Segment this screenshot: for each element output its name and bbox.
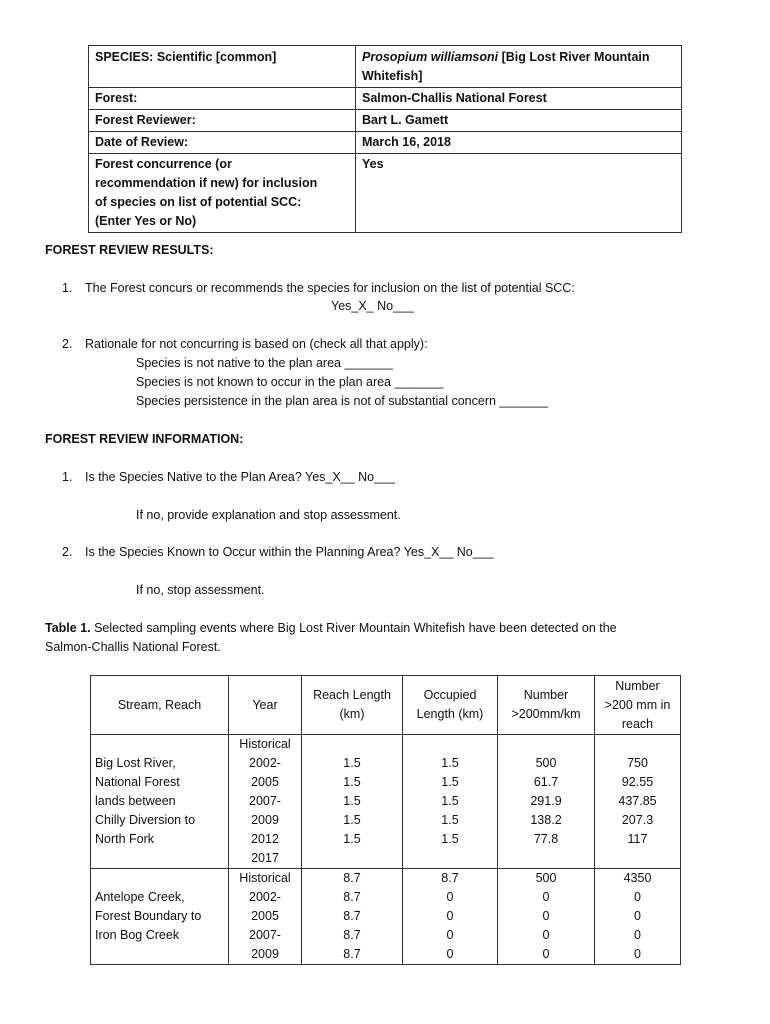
value-line: 0: [446, 909, 454, 923]
forest-value: Salmon-Challis National Forest: [356, 88, 682, 110]
number-in-reach-cell: [595, 869, 681, 965]
value-line: 92.55: [621, 775, 654, 789]
reach-line: Chilly Diversion to: [95, 813, 196, 827]
header-occupied-length: [403, 676, 498, 735]
results-item-1-text: The Forest concurs or recommends the species for inclusion on the list of potential SCC:: [85, 281, 575, 295]
reach-line: Iron Bog Creek: [95, 928, 180, 942]
value-line: 8.7: [343, 871, 361, 885]
year-line: 2002-: [249, 890, 281, 904]
year-line: 2007-: [249, 928, 281, 942]
value-line: 0: [634, 909, 641, 923]
value-line: 1.5: [441, 775, 459, 789]
info-question-1-note: If no, provide explanation and stop assessment.: [136, 508, 401, 522]
stream-reach-cell: [91, 735, 229, 869]
number-in-reach-cell: [595, 735, 681, 869]
table-header-row: [91, 676, 681, 735]
value-line: 0: [446, 947, 454, 961]
value-line: 4350: [623, 871, 652, 885]
value-line: 1.5: [441, 832, 459, 846]
review-date-value: March 16, 2018: [356, 132, 682, 154]
forest-label: Forest:: [89, 88, 356, 110]
reach-line: Big Lost River,: [95, 756, 176, 770]
reviewer-value: Bart L. Gamett: [356, 110, 682, 132]
year-line: 2012: [251, 832, 279, 846]
value-line: 0: [634, 928, 641, 942]
header-line: Occupied: [423, 688, 477, 702]
rationale-option-persistence: Species persistence in the plan area is not of substantial concern _______: [136, 394, 549, 408]
header-line: >200mm/km: [511, 707, 581, 721]
rationale-option-not-native: Species is not native to the plan area _______: [136, 356, 394, 370]
review-date-label: Date of Review:: [89, 132, 356, 154]
value-line: 0: [542, 947, 550, 961]
reach-line: [95, 869, 224, 888]
value-line: 8.7: [343, 928, 361, 942]
year-line: 2009: [251, 813, 279, 827]
year-line: 2002-: [249, 756, 281, 770]
reviewer-label: Forest Reviewer:: [89, 110, 356, 132]
concurrence-label-line: (Enter Yes or No): [95, 214, 197, 228]
results-item-1-number: 1.: [62, 281, 73, 295]
table-caption-text: Selected sampling events where Big Lost River Mountain Whitefish have been detected on the: [90, 621, 617, 635]
info-question-2-text: Is the Species Known to Occur within the Planning Area? Yes_X__ No___: [85, 545, 494, 559]
value-line: [306, 735, 398, 754]
info-question-1-number: 1.: [62, 470, 73, 484]
value-line: 8.7: [343, 909, 361, 923]
table-caption-line-1: [45, 619, 617, 638]
number-per-km-cell: [498, 735, 595, 869]
header-year: Year: [229, 676, 302, 735]
value-line: 1.5: [343, 832, 361, 846]
species-value: [356, 46, 682, 88]
occupied-length-cell: [403, 735, 498, 869]
value-line: 291.9: [530, 794, 562, 808]
table-row: [91, 735, 681, 869]
value-line: 0: [542, 928, 550, 942]
reach-length-cell: [302, 735, 403, 869]
value-line: 138.2: [530, 813, 562, 827]
header-line: Reach Length: [313, 688, 391, 702]
header-stream-reach: Stream, Reach: [91, 676, 229, 735]
header-line: (km): [339, 707, 365, 721]
results-item-2-text: Rationale for not concurring is based on (check all that apply):: [85, 337, 428, 351]
species-label: SPECIES: Scientific [common]: [89, 46, 356, 88]
sampling-events-table: [90, 675, 681, 965]
year-line: Historical: [239, 737, 291, 751]
header-number-per-km: [498, 676, 595, 735]
header-reach-length: [302, 676, 403, 735]
value-line: 8.7: [343, 890, 361, 904]
header-line: >200 mm in: [604, 697, 671, 712]
value-line: 0: [634, 947, 641, 961]
header-number-in-reach: [595, 676, 681, 735]
concurrence-label-line: recommendation if new) for inclusion: [95, 176, 318, 190]
number-per-km-cell: [498, 869, 595, 965]
year-line: 2017: [251, 851, 279, 865]
info-question-2-number: 2.: [62, 545, 73, 559]
value-line: 750: [627, 756, 648, 770]
concurrence-label-line: of species on list of potential SCC:: [95, 195, 302, 209]
value-line: [599, 735, 676, 754]
value-line: 0: [542, 909, 550, 923]
value-line: [502, 735, 590, 754]
value-line: 0: [542, 890, 550, 904]
value-line: 500: [535, 871, 557, 885]
value-line: 500: [535, 756, 557, 770]
value-line: 0: [446, 928, 454, 942]
value-line: 8.7: [343, 947, 361, 961]
species-common-name-2: Whitefish]: [362, 69, 423, 83]
value-line: 117: [627, 832, 648, 846]
year-line: 2007-: [249, 794, 281, 808]
reach-line: Forest Boundary to: [95, 909, 202, 923]
species-header-table: [88, 45, 682, 233]
concurrence-label-line: Forest concurrence (or: [95, 157, 232, 171]
species-scientific-name: Prosopium williamsoni: [362, 50, 499, 64]
value-line: 207.3: [621, 813, 654, 827]
value-line: 1.5: [441, 756, 459, 770]
header-line: Number: [523, 688, 569, 702]
value-line: 0: [634, 890, 641, 904]
reach-line: [95, 735, 224, 754]
value-line: 1.5: [441, 794, 459, 808]
reach-line: lands between: [95, 794, 176, 808]
year-cell: [229, 735, 302, 869]
reach-line: National Forest: [95, 775, 180, 789]
reach-line: North Fork: [95, 832, 155, 846]
year-line: Historical: [239, 871, 291, 885]
header-line: Length (km): [416, 707, 484, 721]
value-line: 1.5: [343, 813, 361, 827]
header-line: Number: [615, 678, 660, 693]
results-heading: FOREST REVIEW RESULTS:: [45, 243, 214, 257]
occupied-length-cell: [403, 869, 498, 965]
concurrence-value: Yes: [356, 154, 682, 233]
value-line: 0: [446, 890, 454, 904]
results-item-1-answer: Yes_X_ No___: [331, 299, 414, 313]
year-line: 2005: [251, 775, 279, 789]
table-caption-line-2: Salmon-Challis National Forest.: [45, 640, 221, 654]
reach-length-cell: [302, 869, 403, 965]
value-line: 1.5: [343, 756, 361, 770]
header-line: reach: [621, 716, 654, 731]
value-line: 437.85: [618, 794, 657, 808]
information-heading: FOREST REVIEW INFORMATION:: [45, 432, 244, 446]
table-row: [91, 869, 681, 965]
results-item-2-number: 2.: [62, 337, 73, 351]
concurrence-label: [89, 154, 356, 233]
reach-line: Antelope Creek,: [95, 890, 185, 904]
value-line: [407, 735, 493, 754]
stream-reach-cell: [91, 869, 229, 965]
species-common-name-1: [Big Lost River Mountain: [498, 50, 650, 64]
value-line: 1.5: [343, 775, 361, 789]
value-line: 61.7: [533, 775, 559, 789]
value-line: 8.7: [441, 871, 459, 885]
year-line: 2005: [251, 909, 279, 923]
value-line: 77.8: [533, 832, 559, 846]
year-line: 2009: [251, 947, 279, 961]
rationale-option-not-known: Species is not known to occur in the plan area _______: [136, 375, 444, 389]
info-question-1-text: Is the Species Native to the Plan Area? Yes_X__ No___: [85, 470, 395, 484]
year-cell: [229, 869, 302, 965]
value-line: 1.5: [441, 813, 459, 827]
table-caption-label: Table 1.: [45, 621, 91, 635]
value-line: 1.5: [343, 794, 361, 808]
info-question-2-note: If no, stop assessment.: [136, 583, 265, 597]
